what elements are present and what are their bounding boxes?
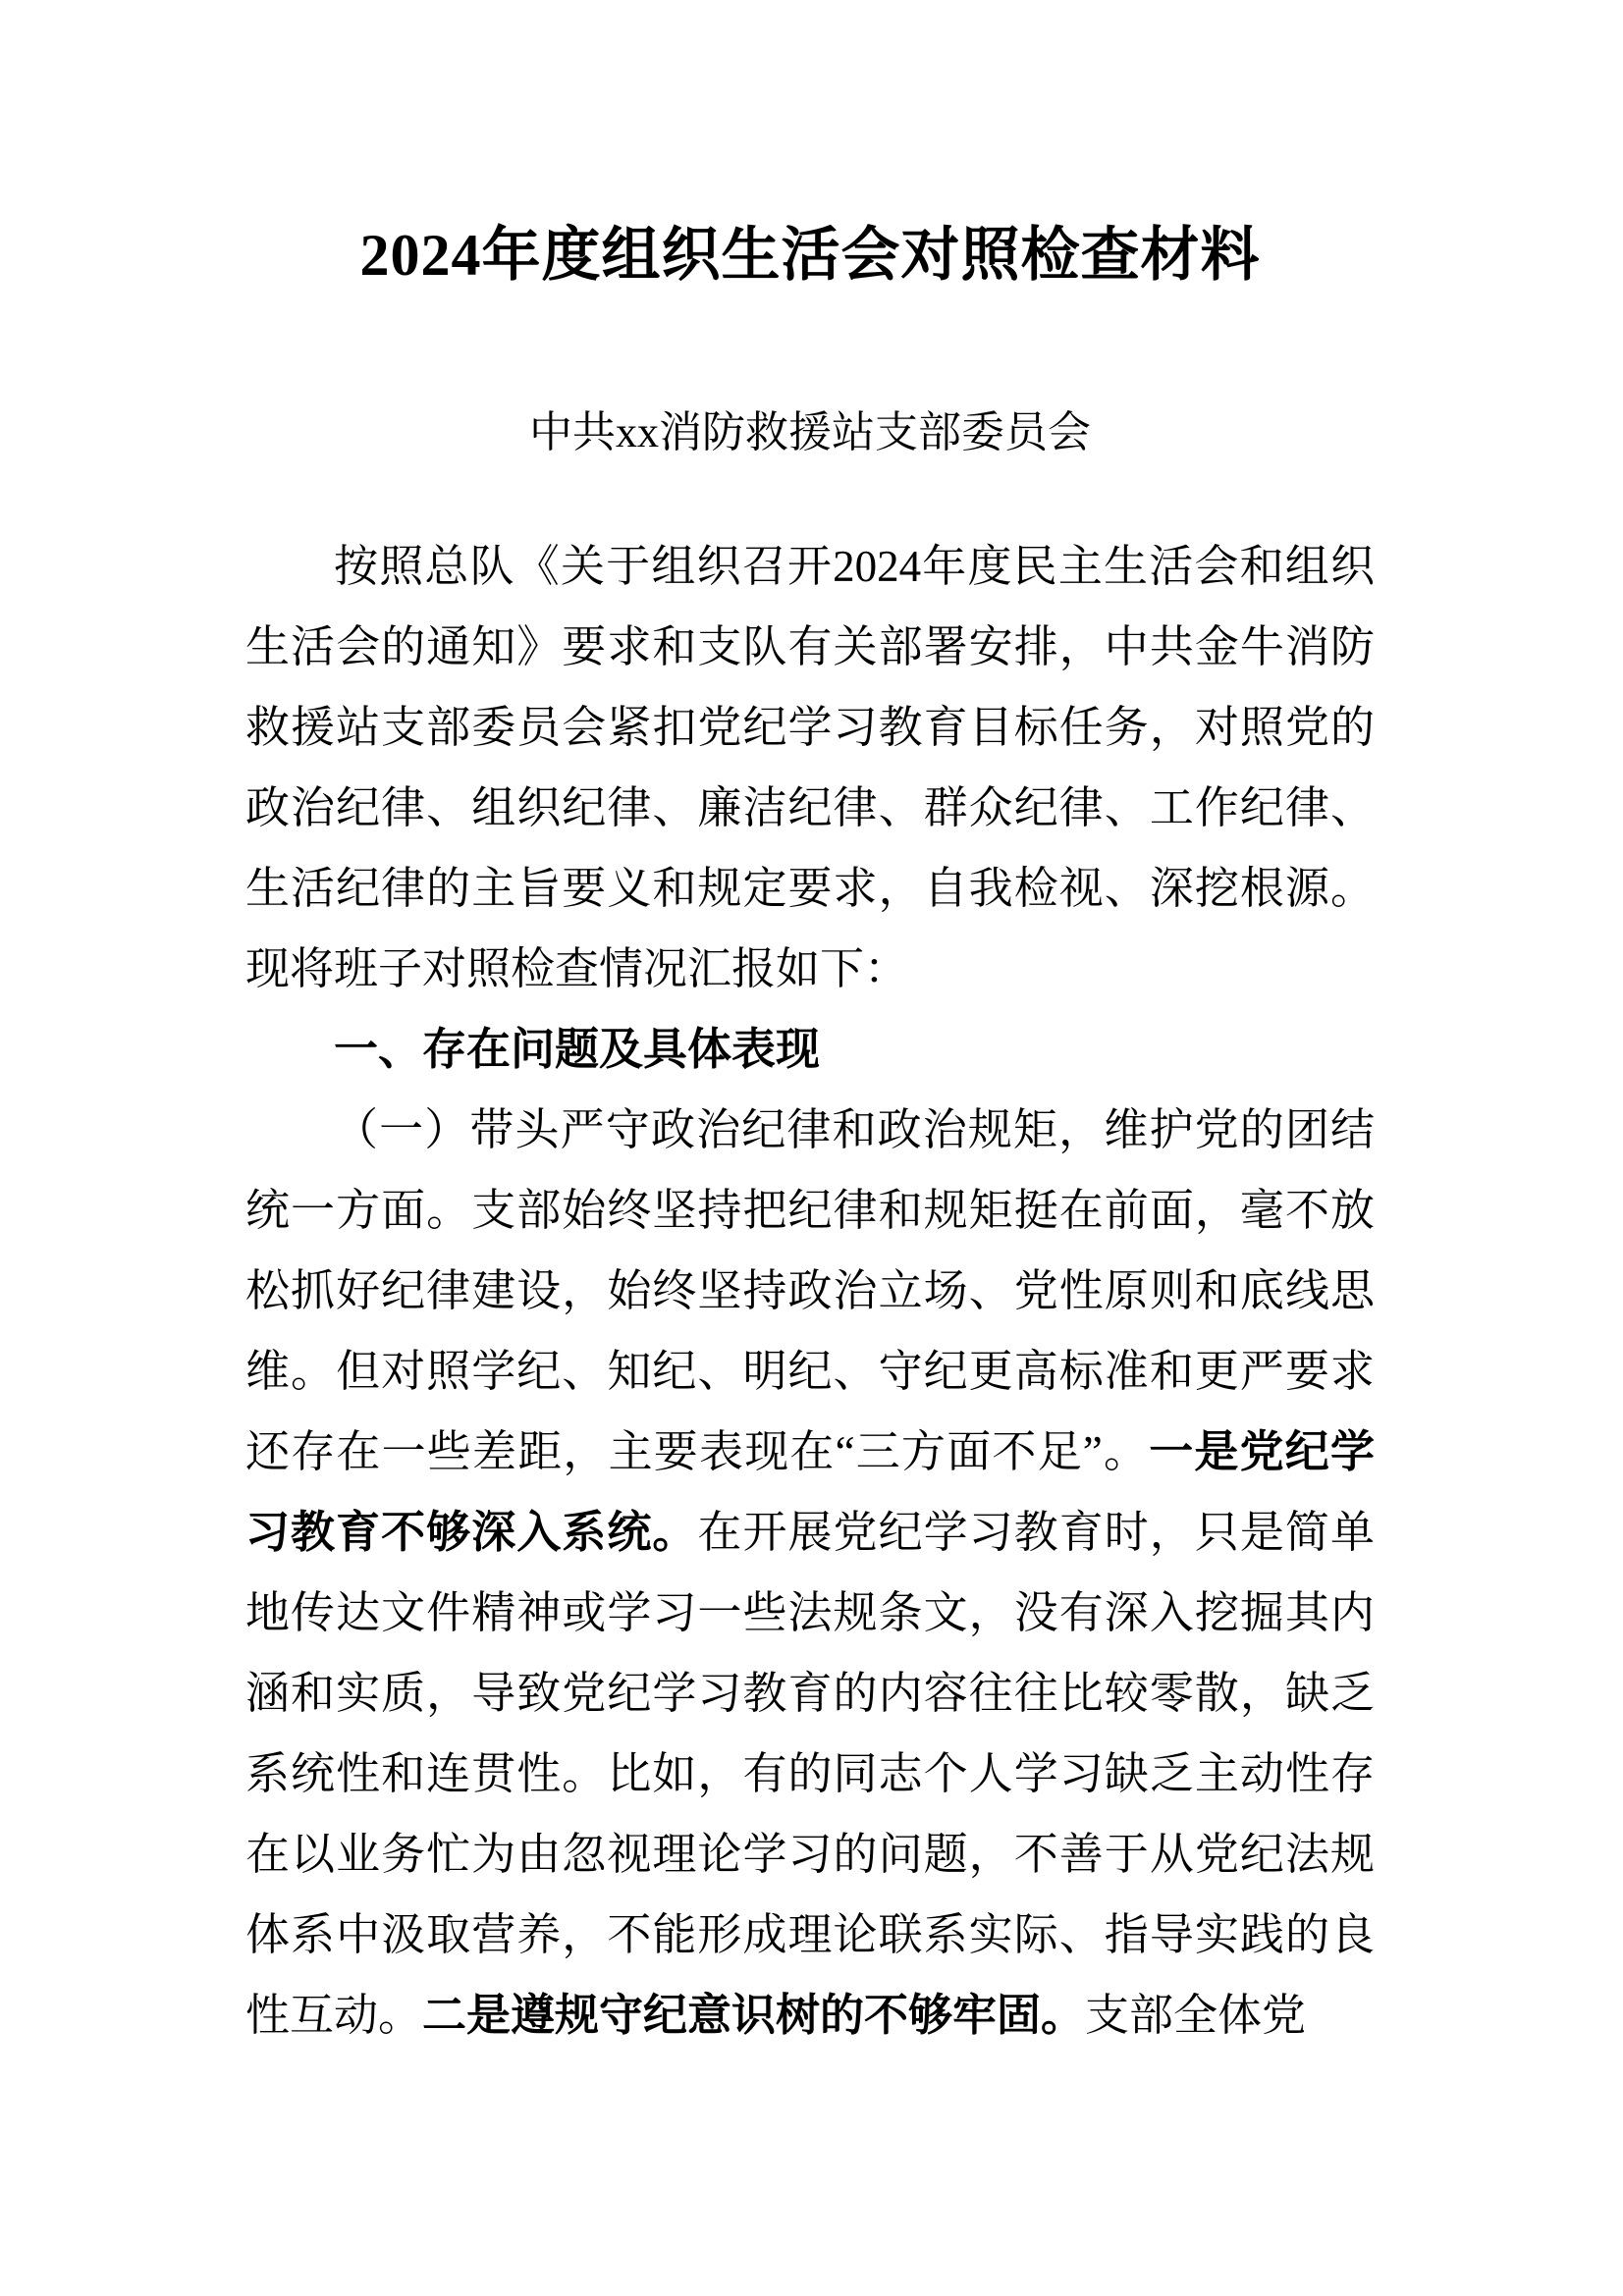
document-subtitle: 中共xx消防救援站支部委员会 — [529, 408, 1091, 456]
body-text: （一）带头严守政治纪律和政治规矩，维护党的团结统一方面。支部始终坚持把纪律和规矩挺在前面，毫不放松抓好纪律建设，始终坚持政治立场、党性原则和底线思维。但对照学纪、知纪、明纪、守纪更高标准和更严要求还存在一些差距，主要表现在“三方面不足”。 — [245, 1105, 1375, 1476]
document-body — [245, 526, 1375, 2056]
emphasis-text: 一是党纪学习教育不够深入系统。 — [245, 1427, 1375, 1557]
paragraph — [245, 526, 1375, 1009]
emphasis-text: 一、存在问题及具体表现 — [334, 1025, 821, 1074]
section-heading — [245, 1009, 1375, 1090]
body-text: 支部全体党 — [1085, 1991, 1307, 2040]
paragraph — [245, 1090, 1375, 2056]
document-title: 2024年度组织生活会对照检查材料 — [359, 223, 1261, 288]
body-text: 在开展党纪学习教育时，只是简单地传达文件精神或学习一些法规条文，没有深入挖掘其内涵和实质，导致党纪学习教育的内容往往比较零散，缺乏系统性和连贯性。比如，有的同志个人学习缺乏主动性存在以业务忙为由忽视理论学习的问题，不善于从党纪法规体系中汲取营养，不能形成理论联系实际、指导实践的良性互动。 — [245, 1508, 1375, 2040]
emphasis-text: 二是遵规守纪意识树的不够牢固。 — [422, 1991, 1086, 2040]
body-text: 按照总队《关于组织召开2024年度民主生活会和组织生活会的通知》要求和支队有关部署安排，中共金牛消防救援站支部委员会紧扣党纪学习教育目标任务，对照党的政治纪律、组织纪律、廉洁纪律、群众纪律、工作纪律、生活纪律的主旨要义和规定要求，自我检视、深挖根源。现将班子对照检查情况汇报如下： — [245, 542, 1375, 993]
